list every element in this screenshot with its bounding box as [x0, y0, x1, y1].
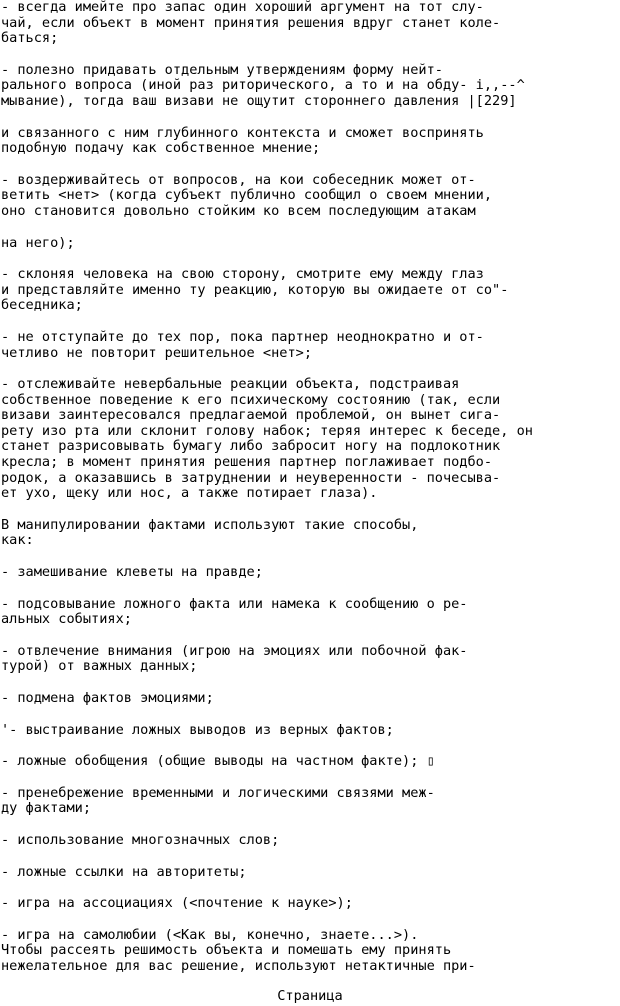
- text-line: подобную подачу как собственное мнение;: [1, 140, 321, 157]
- text-line: собственное поведение к его психическому состоянию (так, если: [1, 391, 501, 408]
- paragraph: [0, 896, 620, 912]
- text-line: рального вопроса (иной раз риторического, а то и на обду- i,,--^: [1, 77, 525, 94]
- text-line: '- выстраивание ложных выводов из верных фактов;: [1, 721, 394, 738]
- paragraph: [0, 63, 620, 110]
- text-line: оно становится довольно стойким ко всем последующим атакам: [1, 202, 476, 219]
- text-line: - отвлечение внимания (игрою на эмоциях или побочной фак-: [1, 642, 468, 659]
- text-line: - полезно придавать отдельным утверждениям форму нейт-: [1, 61, 443, 78]
- text-line: - ложные обобщения (общие выводы на частном факте); ▯: [1, 753, 435, 770]
- text-line: нежелательное для вас решение, используют нетактичные при-: [1, 957, 476, 974]
- text-line: визави заинтересовался предлагаемой проблемой, он вынет сига-: [1, 407, 501, 424]
- text-line: ду фактами;: [1, 800, 92, 817]
- text-line: мывание), тогда ваш визави не ощутит стороннего давления |[229]: [1, 92, 517, 109]
- paragraph: [0, 928, 620, 975]
- text-line: чай, если объект в момент принятия решения вдруг станет коле-: [1, 14, 501, 31]
- paragraph: [0, 0, 620, 47]
- text-line: ветить <нет> (когда субъект публично сообщил о своем мнении,: [1, 187, 493, 204]
- paragraph: [0, 691, 620, 707]
- paragraph: [0, 644, 620, 675]
- text-line: и связанного с ним глубинного контекста и сможет воспринять: [1, 124, 484, 141]
- paragraph: [0, 330, 620, 361]
- text-line: - подсовывание ложного факта или намека к сообщению о ре-: [1, 595, 468, 612]
- paragraph: [0, 565, 620, 581]
- text-line: станет разрисовывать бумагу либо забросит ногу на подлокотник: [1, 438, 501, 455]
- text-line: - игра на ассоциациях (<почтение к науке>);: [1, 895, 353, 912]
- paragraph: [0, 267, 620, 314]
- text-line: - замешивание клеветы на правде;: [1, 564, 263, 581]
- paragraph: [0, 786, 620, 817]
- text-line: Чтобы рассеять решимость объекта и помешать ему принять: [1, 942, 452, 959]
- text-line: на него);: [1, 234, 75, 251]
- text-line: баться;: [1, 30, 59, 47]
- text-line: - отслеживайте невербальные реакции объекта, подстраивая: [1, 376, 460, 393]
- page-footer: Страница: [277, 988, 343, 1004]
- paragraph: [0, 833, 620, 849]
- text-line: турой) от важных данных;: [1, 658, 198, 675]
- text-line: - не отступайте до тех пор, пока партнер неоднократно и от-: [1, 328, 484, 345]
- text-line: родок, а оказавшись в затруднении и неуверенности - почесыва-: [1, 469, 501, 486]
- text-line: альных событиях;: [1, 611, 132, 628]
- paragraph: [0, 754, 620, 770]
- text-line: - воздерживайтесь от вопросов, на кои собеседник может от-: [1, 171, 476, 188]
- paragraph: [0, 597, 620, 628]
- text-line: ет ухо, щеку или нос, а также потирает глаза).: [1, 485, 378, 502]
- paragraph: [0, 126, 620, 157]
- paragraph: [0, 865, 620, 881]
- paragraph: [0, 377, 620, 502]
- text-line: - ложные ссылки на авторитеты;: [1, 863, 247, 880]
- text-line: четливо не повторит решительное <нет>;: [1, 344, 312, 361]
- text-line: как:: [1, 532, 34, 549]
- text-line: беседника;: [1, 297, 83, 314]
- paragraph: [0, 518, 620, 549]
- text-line: и представляйте именно ту реакцию, которую вы ожидаете от со"-: [1, 281, 509, 298]
- text-line: - склоняя человека на свою сторону, смотрите ему между глаз: [1, 266, 484, 283]
- paragraph: [0, 236, 620, 252]
- text-line: - подмена фактов эмоциями;: [1, 690, 214, 706]
- text-line: кресла; в момент принятия решения партнер поглаживает подбо-: [1, 454, 493, 471]
- paragraph: [0, 173, 620, 220]
- text-line: В манипулировании фактами используют такие способы,: [1, 516, 419, 533]
- text-line: - использование многозначных слов;: [1, 831, 280, 848]
- text-line: - пренебрежение временными и логическими связями меж-: [1, 784, 435, 801]
- text-line: - всегда имейте про запас один хороший аргумент на тот слу-: [1, 0, 484, 15]
- text-line: рету изо рта или склонит голову набок; теряя интерес к беседе, он: [1, 422, 533, 439]
- paragraph: [0, 723, 620, 739]
- text-line: - игра на самолюбии (<Как вы, конечно, знаете...>).: [1, 926, 419, 943]
